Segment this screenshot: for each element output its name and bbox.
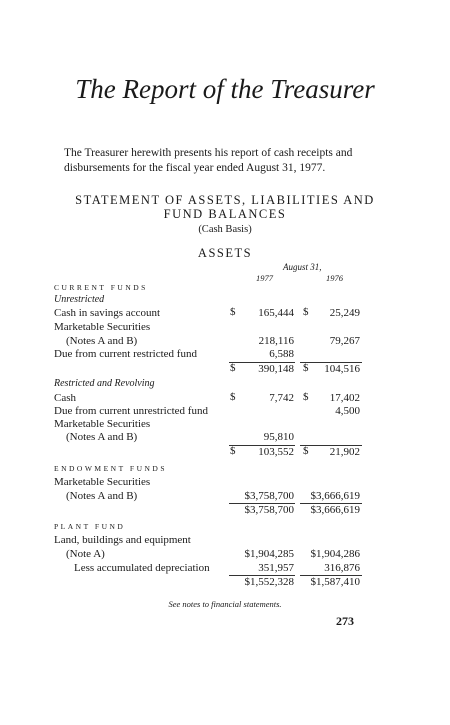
intro-line-2: disbursements for the fiscal year ended August 31, 1977.	[64, 162, 326, 174]
plant-total-1976: $1,587,410	[310, 576, 360, 588]
current-funds-heading: CURRENT FUNDS	[54, 283, 148, 292]
dollar-sign: $	[303, 391, 309, 403]
plant-land-1977: $1,904,285	[244, 548, 294, 560]
unrestricted-mkt-1977: 218,116	[258, 335, 294, 347]
restricted-heading: Restricted and Revolving	[54, 378, 155, 389]
plant-land-1976: $1,904,286	[310, 548, 360, 560]
endowment-heading: ENDOWMENT FUNDS	[54, 464, 167, 473]
page-number: 273	[336, 614, 354, 628]
endowment-mkt-label: Marketable Securities	[54, 476, 151, 488]
restricted-total-1977: 103,552	[258, 446, 294, 458]
plant-depreciation-label: Less accumulated depreciation	[74, 562, 210, 574]
unrestricted-mkt-notes: (Notes A and B)	[66, 335, 138, 347]
endowment-total-1977: $3,758,700	[244, 504, 294, 516]
unrestricted-mkt-label: Marketable Securities	[54, 321, 151, 333]
dollar-sign: $	[230, 306, 236, 318]
statement-title-line-1: STATEMENT OF ASSETS, LIABILITIES AND	[75, 193, 375, 207]
restricted-cash-1976: 17,402	[329, 392, 360, 404]
restricted-total-1976: 21,902	[329, 446, 360, 458]
plant-land-notes: (Note A)	[66, 548, 105, 560]
endowment-mkt-1976: $3,666,619	[310, 490, 360, 502]
restricted-due-1976: 4,500	[335, 405, 360, 417]
endowment-mkt-1977: $3,758,700	[244, 490, 294, 502]
statement-basis: (Cash Basis)	[198, 224, 252, 235]
unrestricted-cash-1977: 165,444	[258, 307, 294, 319]
restricted-cash-label: Cash	[54, 392, 76, 404]
footnote: See notes to financial statements.	[168, 599, 282, 609]
restricted-mkt-1977: 95,810	[263, 431, 294, 443]
unrestricted-cash-1976: 25,249	[329, 307, 360, 319]
plant-land-label: Land, buildings and equipment	[54, 534, 191, 546]
unrestricted-total-1976: 104,516	[324, 363, 360, 375]
dollar-sign: $	[230, 391, 236, 403]
intro-paragraph	[64, 146, 352, 176]
endowment-total-1976: $3,666,619	[310, 504, 360, 516]
intro-line-1: The Treasurer herewith presents his report of cash receipts and	[64, 147, 353, 159]
restricted-cash-1977: 7,742	[269, 392, 294, 404]
unrestricted-total-1977: 390,148	[258, 363, 294, 375]
unrestricted-due-1977: 6,588	[269, 348, 294, 360]
assets-heading: ASSETS	[197, 246, 253, 260]
unrestricted-heading: Unrestricted	[54, 294, 105, 305]
plant-depreciation-1976: 316,876	[324, 562, 360, 574]
dollar-sign: $	[303, 306, 309, 318]
unrestricted-due-label: Due from current restricted fund	[54, 348, 197, 360]
dollar-sign: $	[303, 362, 309, 374]
endowment-mkt-notes: (Notes A and B)	[66, 490, 138, 502]
plant-fund-heading: PLANT FUND	[54, 522, 126, 531]
unrestricted-mkt-1976: 79,267	[329, 335, 360, 347]
column-date-header: August 31,	[283, 262, 322, 272]
dollar-sign: $	[230, 445, 236, 457]
page-title: The Report of the Treasurer	[75, 74, 375, 104]
plant-depreciation-1977: 351,957	[258, 562, 294, 574]
unrestricted-cash-label: Cash in savings account	[54, 307, 161, 319]
column-1977-header: 1977	[256, 273, 273, 283]
dollar-sign: $	[230, 362, 236, 374]
restricted-mkt-notes: (Notes A and B)	[66, 431, 138, 443]
restricted-due-label: Due from current unrestricted fund	[54, 405, 208, 417]
column-1976-header: 1976	[326, 273, 343, 283]
dollar-sign: $	[303, 445, 309, 457]
statement-title-line-2: FUND BALANCES	[163, 207, 287, 221]
plant-total-1977: $1,552,328	[244, 576, 294, 588]
restricted-mkt-label: Marketable Securities	[54, 418, 151, 430]
